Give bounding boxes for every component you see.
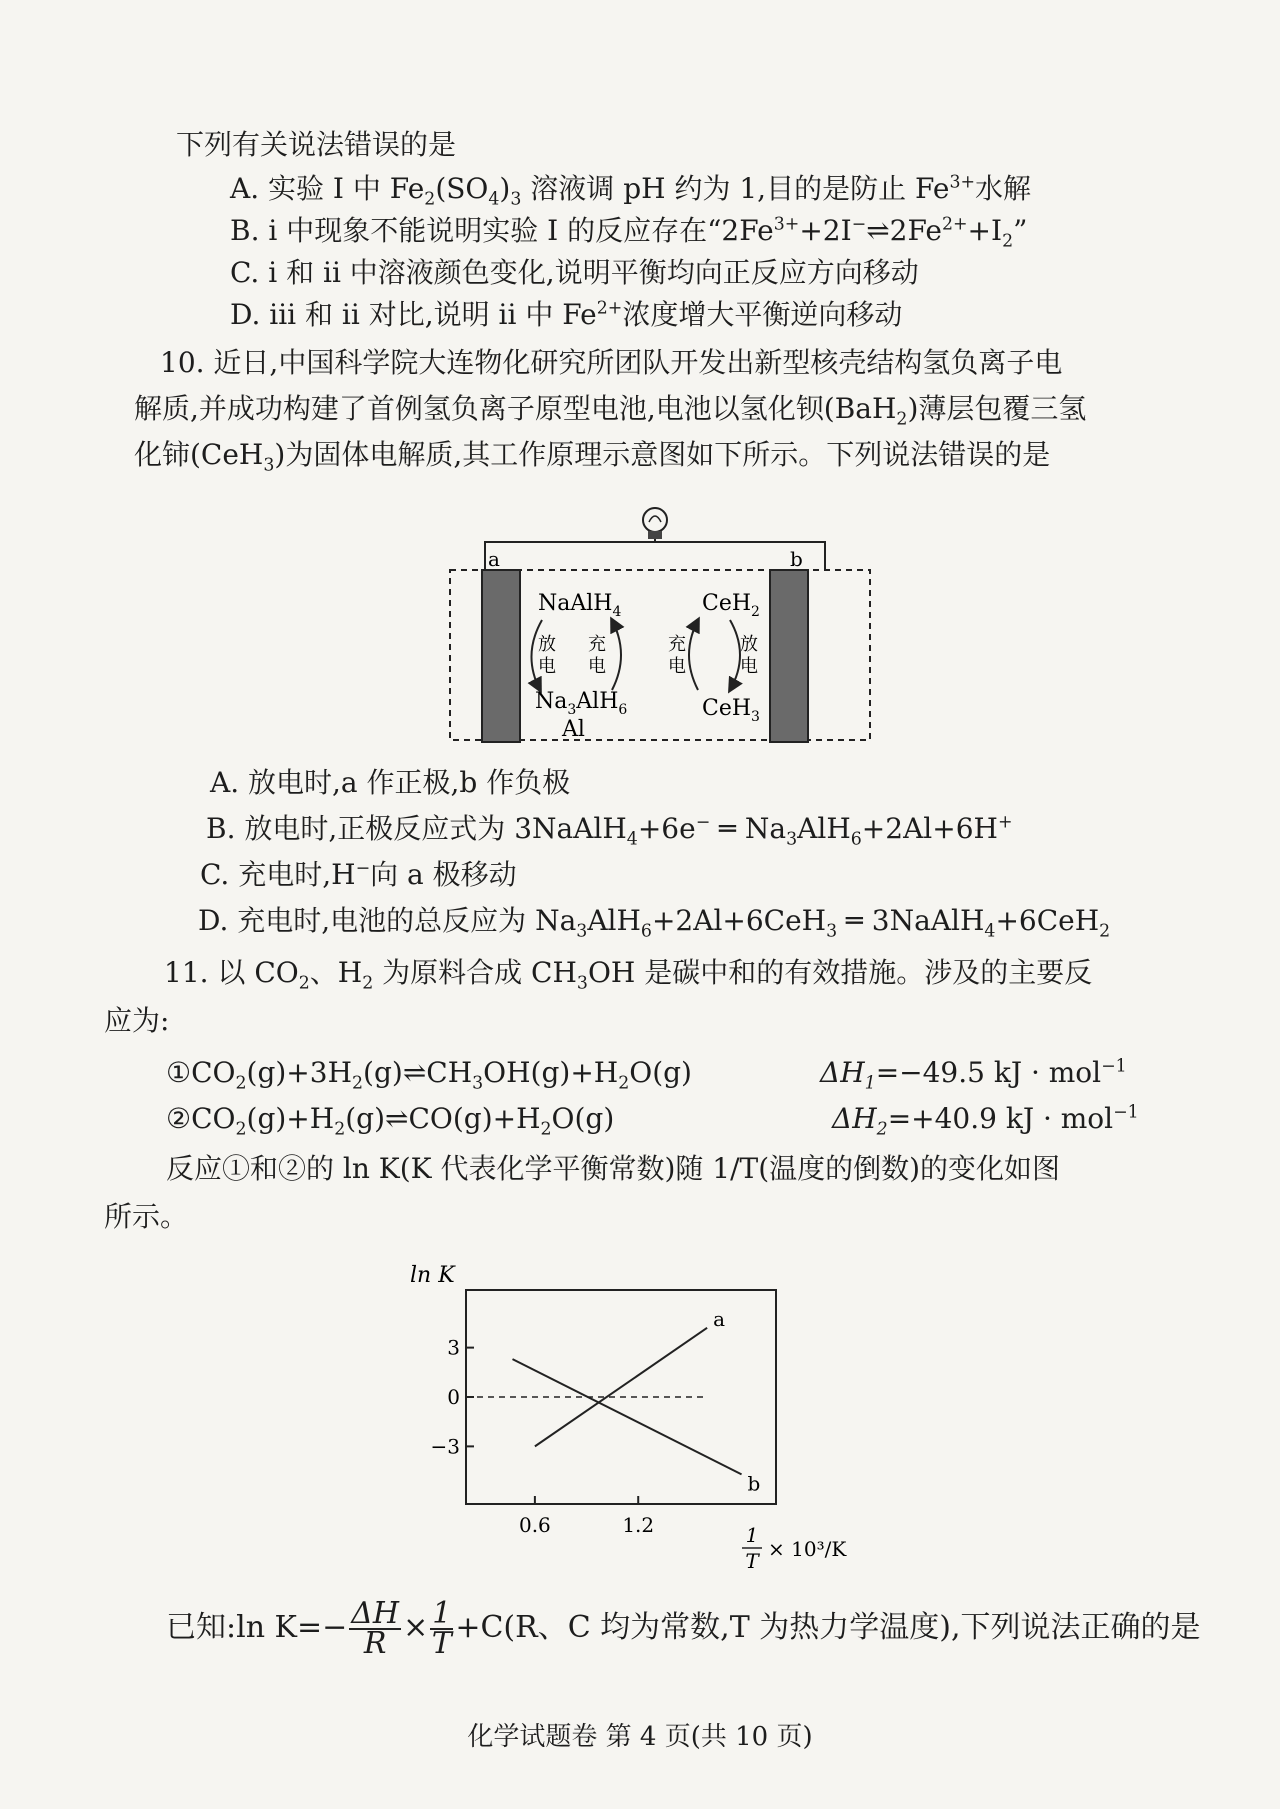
chart-xlabel <box>742 1523 847 1573</box>
right-discharge-arrow <box>730 620 740 690</box>
series-line-b <box>513 1359 742 1474</box>
left-top-species: NaAlH$_4$ <box>538 591 622 620</box>
q9-option-a: A. 实验 I 中 $Fe_2(SO_4)_3$ 溶液调 pH 约为 1,目的是防止 $Fe^{3+}$水解 <box>230 172 1032 210</box>
q10-line-3: 化铈(CeH$_3$)为固体电解质,其工作原理示意图如下所示。下列说法错误的是 <box>134 438 1051 476</box>
battery-diagram <box>430 500 880 760</box>
right-top-species: CeH$_2$ <box>702 591 760 620</box>
electrode-a-label: a <box>488 547 500 571</box>
left-discharge-label-1: 放 <box>538 634 556 655</box>
series-line-a <box>535 1328 707 1447</box>
left-charge-arrow <box>612 620 621 690</box>
q11-desc-1: 反应①和②的 ln K(K 代表化学平衡常数)随 1/T(温度的倒数)的变化如图 <box>166 1152 1061 1185</box>
right-charge-label-2: 电 <box>668 656 686 677</box>
electrode-a <box>482 570 520 742</box>
q10-option-a: A. 放电时,a 作正极,b 作负极 <box>210 766 571 799</box>
q11-dh-1: $\Delta H_1=-49.5$ kJ · mol$^{-1}$ <box>820 1056 1127 1094</box>
right-discharge-label-2: 电 <box>740 656 758 677</box>
q10-option-b: B. 放电时,正极反应式为 3NaAlH$_4$+6e− ═ $Na_3AlH_6+2Al+6H^+$ <box>206 812 1013 850</box>
q9-option-c: C. i 和 ii 中溶液颜色变化,说明平衡均向正反应方向移动 <box>230 256 919 289</box>
chart-xlabel-unit: × 10³/K <box>768 1537 847 1561</box>
left-discharge-label-2: 电 <box>538 656 556 677</box>
q10-option-d: D. 充电时,电池的总反应为 $Na_3AlH_6+2Al+6CeH_3$ ═ 3NaAlH$_4$+6CeH$_2$ <box>198 904 1111 942</box>
series-label-a: a <box>713 1306 726 1331</box>
lnk-chart <box>400 1250 847 1573</box>
chart-ylabel: ln K <box>410 1263 455 1288</box>
q9-stem: 下列有关说法错误的是 <box>176 128 457 161</box>
y-tick-label: 0 <box>447 1385 460 1409</box>
q10-line-2: 解质,并成功构建了首例氢负离子原型电池,电池以氢化钡(BaH$_2$)薄层包覆三氢 <box>134 392 1087 430</box>
chart-xlabel-den: T <box>745 1549 759 1573</box>
q11-known-formula: 已知:ln K=− $\frac{\Delta H}{R}$ × $\frac{1}{T}$ +C(R、C 均为常数,T 为热力学温度),下列说法正确的是 <box>166 1596 1201 1661</box>
q10-line-1: 10. 近日,中国科学院大连物化研究所团队开发出新型核壳结构氢负离子电 <box>160 346 1063 379</box>
y-tick-label: −3 <box>430 1434 460 1459</box>
q11-line-2: 应为: <box>104 1004 170 1037</box>
x-tick-label: 1.2 <box>622 1513 655 1537</box>
page-footer: 化学试题卷 第 4 页(共 10 页) <box>467 1722 813 1752</box>
chart-xlabel-num: 1 <box>745 1523 759 1547</box>
left-bottom-species: $Na_3AlH_6$ <box>535 689 628 718</box>
external-wire <box>485 542 825 570</box>
left-discharge-arrow <box>531 620 542 690</box>
y-tick-label: 3 <box>447 1335 460 1360</box>
right-discharge-label-1: 放 <box>740 634 758 655</box>
q11-line-1: 11. 以 $CO_2$、$H_2$ 为原料合成 $CH_3OH$ 是碳中和的有效措施。涉及的主要反 <box>164 956 1093 994</box>
series-label-b: b <box>747 1471 761 1496</box>
left-charge-label-2: 电 <box>588 656 606 677</box>
electrode-b-label: b <box>790 547 803 571</box>
q11-dh-2: $\Delta H_2=+40.9$ kJ · mol$^{-1}$ <box>832 1102 1139 1140</box>
q11-reaction-2: $②CO_2(g)+H_2(g)\rightleftharpoons CO(g)+H_2O(g)$ <box>166 1102 615 1140</box>
right-charge-label-1: 充 <box>668 634 686 655</box>
x-tick-label: 0.6 <box>518 1513 551 1537</box>
left-bottom-al: Al <box>562 717 585 742</box>
bulb-icon <box>643 508 667 542</box>
q11-desc-2: 所示。 <box>104 1200 189 1233</box>
electrode-b <box>770 570 808 742</box>
q10-option-c: C. 充电时,H−向 a 极移动 <box>200 858 517 891</box>
q9-option-b: B. i 中现象不能说明实验 I 的反应存在“$2Fe^{3+}+2I^-\rightleftharpoons 2Fe^{2+}+I_2$” <box>230 214 1028 252</box>
q11-reaction-1: $①CO_2(g)+3H_2(g)\rightleftharpoons CH_3OH(g)+H_2O(g)$ <box>166 1056 692 1094</box>
left-charge-label-1: 充 <box>588 634 606 655</box>
right-charge-arrow <box>689 620 698 690</box>
q9-option-d: D. iii 和 ii 对比,说明 ii 中 $Fe^{2+}$浓度增大平衡逆向移动 <box>230 298 903 331</box>
right-bottom-species: CeH$_3$ <box>702 696 760 725</box>
